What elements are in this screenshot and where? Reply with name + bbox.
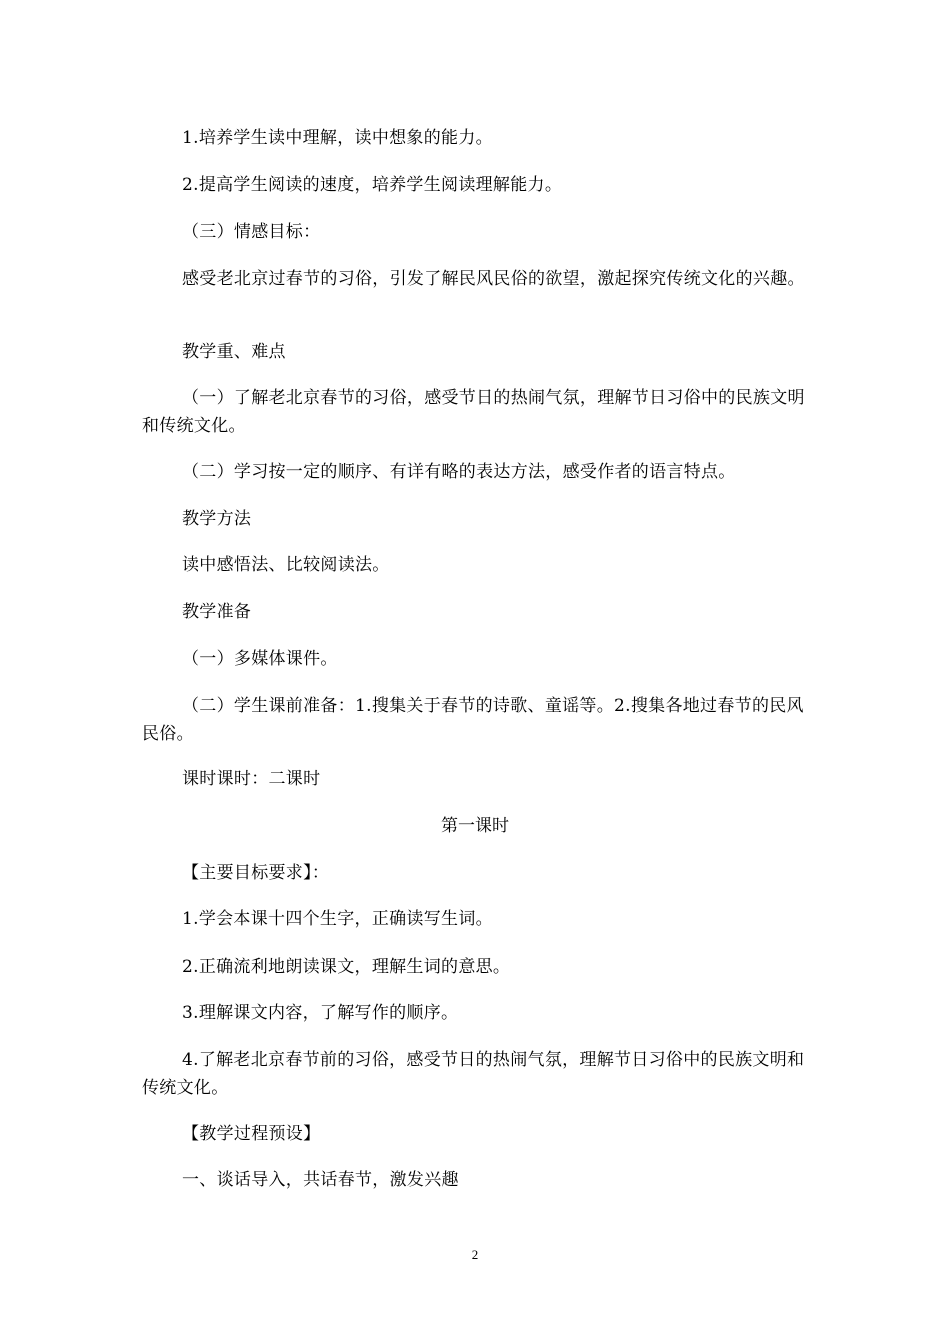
paragraph: （二）学习按一定的顺序、有详有略的表达方法，感受作者的语言特点。 <box>182 462 736 482</box>
paragraph: （三）情感目标： <box>182 222 321 242</box>
paragraph: 3.理解课文内容，了解写作的顺序。 <box>182 1003 459 1023</box>
lesson-title: 第一课时 <box>441 816 509 836</box>
paragraph: 读中感悟法、比较阅读法。 <box>182 555 390 575</box>
paragraph: （一）多媒体课件。 <box>182 649 338 669</box>
paragraph: 一、谈话导入，共话春节，激发兴趣 <box>182 1170 459 1190</box>
section-heading: 教学准备 <box>182 602 252 622</box>
section-heading: 【主要目标要求】： <box>182 863 330 883</box>
paragraph: 2.提高学生阅读的速度，培养学生阅读理解能力。 <box>182 175 563 195</box>
paragraph: 课时课时：二课时 <box>182 769 321 789</box>
paragraph: （一）了解老北京春节的习俗，感受节日的热闹气氛，理解节日习俗中的民族文明和传统文化。 <box>142 388 805 436</box>
paragraph: 1.学会本课十四个生字，正确读写生词。 <box>182 909 493 929</box>
paragraph: 4.了解老北京春节前的习俗，感受节日的热闹气氛，理解节日习俗中的民族文明和传统文化。 <box>142 1050 805 1098</box>
section-heading: 教学方法 <box>182 509 252 529</box>
paragraph: 2.正确流利地朗读课文，理解生词的意思。 <box>182 957 511 977</box>
paragraph: 感受老北京过春节的习俗，引发了解民风民俗的欲望，激起探究传统文化的兴趣。 <box>182 269 805 289</box>
section-heading: 教学重、难点 <box>182 342 286 362</box>
page-number: 2 <box>471 1247 479 1262</box>
paragraph: （二）学生课前准备：1.搜集关于春节的诗歌、童谣等。2.搜集各地过春节的民风民俗。 <box>142 696 804 744</box>
section-heading: 【教学过程预设】 <box>182 1124 321 1144</box>
paragraph: 1.培养学生读中理解，读中想象的能力。 <box>182 128 493 148</box>
